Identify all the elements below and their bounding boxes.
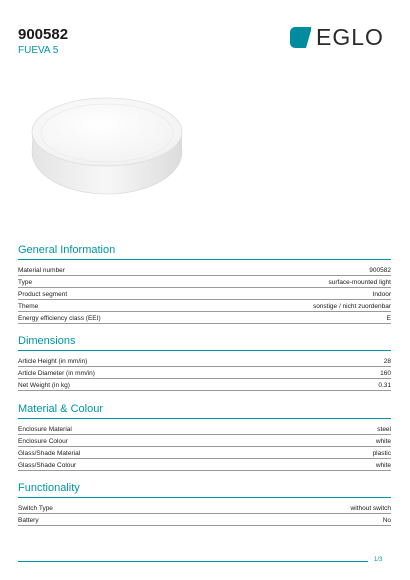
table-row <box>18 435 391 447</box>
logo-mark-icon <box>290 27 311 48</box>
row-value: without switch <box>350 505 391 512</box>
table-row <box>18 276 391 288</box>
row-value: 28 <box>383 358 391 365</box>
row-label: Switch Type <box>18 505 53 512</box>
product-image <box>25 90 190 208</box>
section-rule <box>18 259 391 260</box>
table-row <box>18 379 391 391</box>
article-number: 900582 <box>18 26 69 43</box>
table-row <box>18 502 391 514</box>
general-table <box>18 264 391 324</box>
section-title-general: General Information <box>18 244 116 256</box>
row-value: 0.31 <box>378 382 391 389</box>
material-table <box>18 423 391 471</box>
row-value: Indoor <box>372 291 391 298</box>
functionality-table <box>18 502 391 526</box>
row-label: Type <box>18 279 33 286</box>
row-value: white <box>375 462 391 469</box>
row-value: steel <box>377 426 391 433</box>
table-row <box>18 447 391 459</box>
row-label: Article Diameter (in mm/in) <box>18 370 95 377</box>
row-label: Theme <box>18 303 39 310</box>
row-value: sonstige / nicht zuordenbar <box>312 303 391 310</box>
logo-text: EGLO <box>316 24 384 50</box>
row-value: plastic <box>372 450 391 457</box>
section-rule <box>18 418 391 419</box>
row-label: Material number <box>18 267 65 274</box>
row-label: Energy efficiency class (EEI) <box>18 315 101 322</box>
row-label: Product segment <box>18 291 68 298</box>
table-row <box>18 459 391 471</box>
section-title-dimensions: Dimensions <box>18 335 76 347</box>
table-row <box>18 423 391 435</box>
footer-rule <box>18 561 368 562</box>
row-value: No <box>382 517 391 524</box>
row-label: Battery <box>18 517 39 524</box>
row-label: Enclosure Colour <box>18 438 68 445</box>
row-label: Net Weight (in kg) <box>18 382 70 389</box>
section-title-material: Material & Colour <box>18 403 103 415</box>
table-row <box>18 367 391 379</box>
page-number: 1/3 <box>374 557 383 563</box>
row-value: white <box>375 438 391 445</box>
row-label: Glass/Shade Material <box>18 450 81 457</box>
row-label: Glass/Shade Colour <box>18 462 77 469</box>
table-row <box>18 264 391 276</box>
row-label: Article Height (in mm/in) <box>18 358 88 365</box>
section-rule <box>18 350 391 351</box>
dimensions-table <box>18 355 391 391</box>
row-value: E <box>386 315 391 322</box>
table-row <box>18 300 391 312</box>
row-value: surface-mounted light <box>328 279 391 286</box>
table-row <box>18 312 391 324</box>
product-name: FUEVA 5 <box>18 45 59 56</box>
table-row <box>18 355 391 367</box>
row-label: Enclosure Material <box>18 426 72 433</box>
section-title-functionality: Functionality <box>18 482 80 494</box>
row-value: 160 <box>380 370 391 377</box>
table-row <box>18 288 391 300</box>
row-value: 900582 <box>369 267 391 274</box>
eglo-logo <box>290 24 384 51</box>
table-row <box>18 514 391 526</box>
section-rule <box>18 497 391 498</box>
